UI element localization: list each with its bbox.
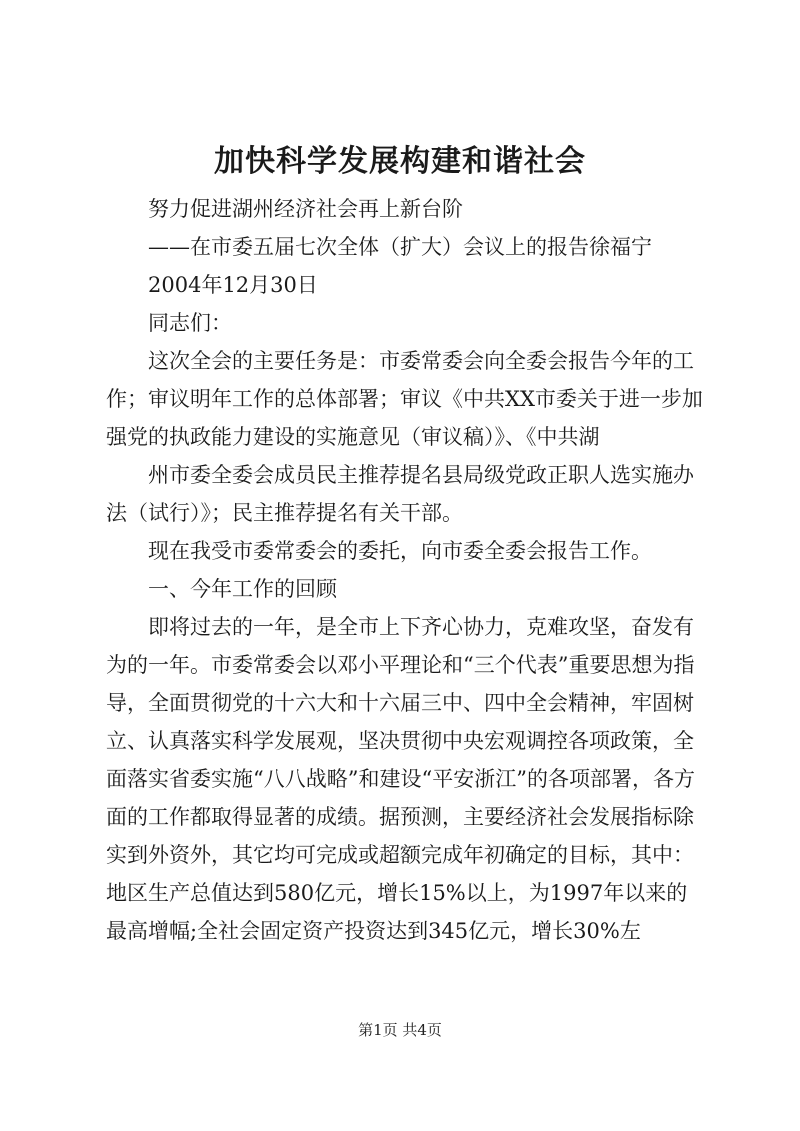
document-title: 加快科学发展构建和谐社会 [214, 144, 586, 179]
paragraph-tasks-continued: 州市委全委会成员民主推荐提名县局级党政正职人选实施办法（试行）》；民主推荐提名有关干部。 [106, 463, 694, 525]
report-date: 2004年12月30日 [148, 273, 318, 297]
paragraph-entrusted: 现在我受市委常委会的委托，向市委全委会报告工作。 [148, 539, 652, 563]
section-heading-review: 一、今年工作的回顾 [148, 577, 337, 601]
document-body [106, 190, 706, 950]
salutation: 同志们： [148, 311, 232, 335]
page-footer: 第1页 共4页 [358, 1021, 442, 1039]
paragraph-tasks: 这次全会的主要任务是：市委常委会向全委会报告今年的工作；审议明年工作的总体部署；审议《中共XX市委关于进一步加强党的执政能力建设的实施意见（审议稿）》、《中共湖 [106, 349, 703, 449]
report-byline: ——在市委五届七次全体（扩大）会议上的报告徐福宁 [148, 235, 652, 259]
paragraph-review: 即将过去的一年，是全市上下齐心协力，克难攻坚，奋发有为的一年。市委常委会以邓小平理论和“三个代表”重要思想为指导，全面贯彻党的十六大和十六届三中、四中全会精神，牢固树立、认真落实科学发展观，坚决贯彻中央宏观调控各项政策，全面落实省委实施“八八战略”和建设“平安浙江”的各项部署，各方面的工作都取得显著的成绩。据预测，主要经济社会发展指标除实到外资外，其它均可完成或超额完成年初确定的目标，其中：地区生产总值达到580亿元，增长15%以上，为1997年以来的最高增幅;全社会固定资产投资达到345亿元，增长30%左 [106, 615, 695, 943]
subtitle: 努力促进湖州经济社会再上新台阶 [148, 197, 463, 221]
